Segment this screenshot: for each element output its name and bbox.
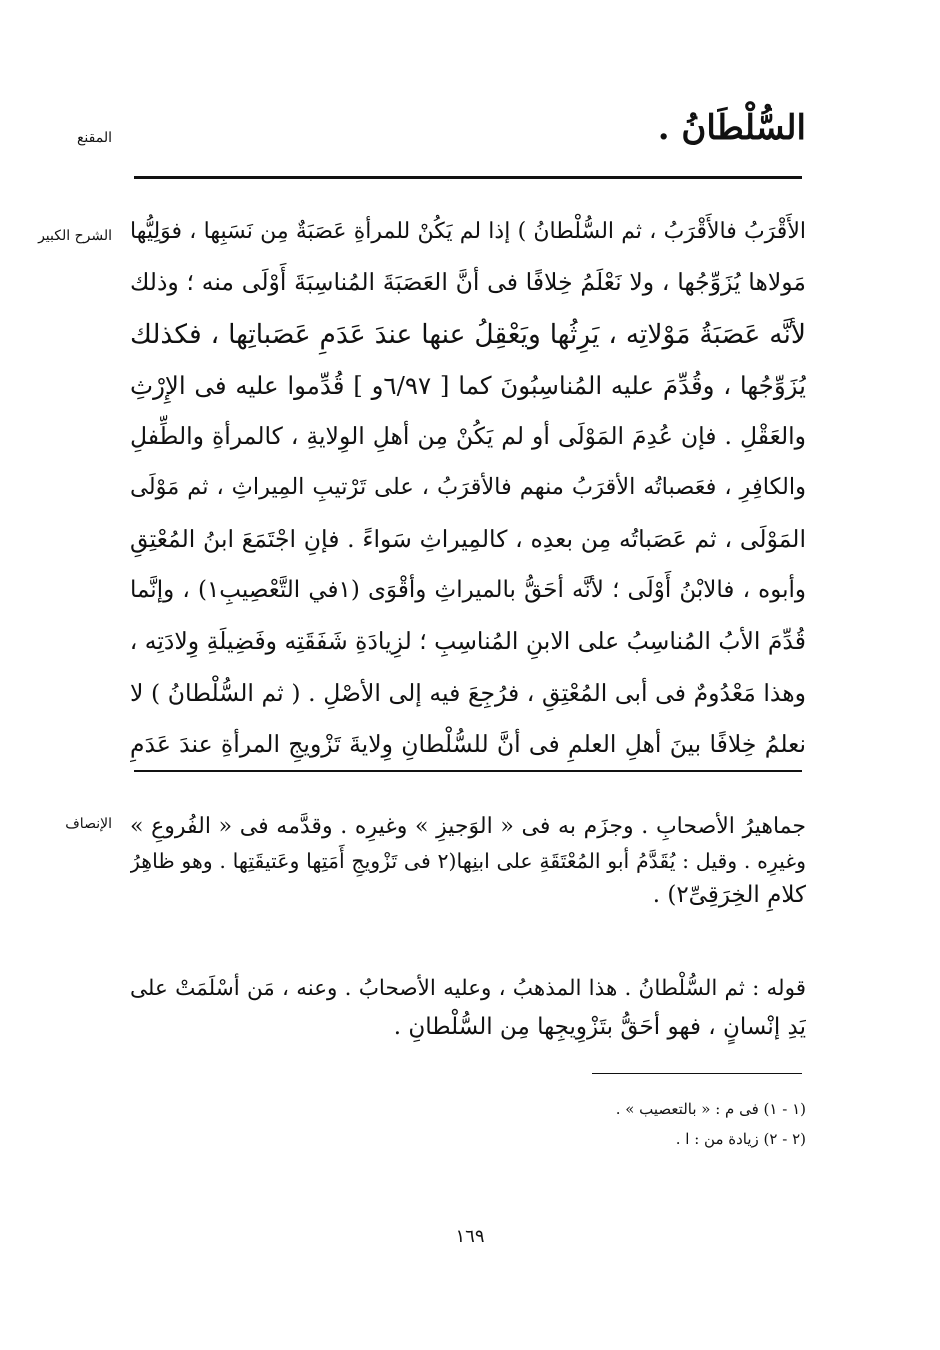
header-divider: [134, 176, 802, 179]
footnote: (٢ - ٢) زيادة من : ا .: [675, 1130, 806, 1148]
footnotes: [406, 1094, 806, 1154]
sharh-line: الأَقْرَبُ فالأَقْرَبُ ، ثم السُّلْطانُ ) إذا لم يَكُنْ للمرأةِ عَصَبَةٌ مِن نَسَبِها ، فوَلِيُّها: [130, 219, 806, 244]
insaf-line: جماهيرُ الأصحابِ . وجزَم به فى « الوَجيزِ » وغيرِه . وقدَّمه فى « الفُروعِ »: [130, 814, 806, 839]
footnote-divider: [592, 1073, 802, 1074]
sharh-line: مَولاها يُزَوِّجُها ، ولا نَعْلَمُ خِلافًا فى أنَّ العَصَبَةَ المُناسِبَةَ أَوْلَى منه ؛ وذلك: [130, 268, 806, 297]
page-number: ١٦٩: [455, 1226, 485, 1247]
footnote: (١ - ١) فى م : « بالتعصيب » .: [615, 1100, 806, 1118]
insaf-line: قوله : ثم السُّلْطانُ . هذا المذهبُ ، وعليه الأصحابُ . وعنه ، مَن أسْلَمَتْ على: [130, 976, 806, 1001]
muqni-label: المقنع: [76, 130, 112, 146]
sharh-line: والكافِرِ ، فعَصباتُه الأقرَبُ منهم فالأقرَبُ ، على تَرْتيبِ المِيراثِ ، ثم مَوْلَى: [130, 474, 806, 501]
sharh-line: وأبوه ، فالابْنُ أَوْلَى ؛ لأنَّه أحَقُّ بالميراثِ وأقْوَى (١في التَّعْصِيبِ١) ، وإنَّما: [130, 577, 806, 604]
sharh-line: يُزَوِّجُها ، وقُدِّمَ عليه المُناسِبُونَ كما [ ٦/٩٧و ] قُدِّموا عليه فى الإِرْثِ: [130, 370, 806, 400]
page-title: السُّلْطَانُ .: [657, 108, 806, 148]
sharh-line: نعلمُ خِلافًا بينَ أهلِ العلمِ فى أنَّ للسُّلْطانِ وِلايةَ تَزْويجِ المرأةِ عندَ عَدَمِ: [130, 729, 806, 758]
sharh-line: قُدِّمَ الأبُ المُناسِبُ على الابنِ المُناسِبِ ؛ لزِيادَةِ شَفَقَتِه وفَضِيلَةِ وِلادَتِه ،: [130, 627, 806, 656]
insaf-paragraph-2: [130, 970, 806, 1046]
sharh-line: وهذا مَعْدُومٌ فى أبى المُعْتِقِ ، فرُجِعَ فيه إلى الأصْلِ . ( ثم السُّلْطانُ ) لا: [130, 678, 806, 707]
insaf-text-block: [130, 810, 806, 912]
sharh-text-block: [130, 206, 806, 770]
sharh-label: الشرح الكبير: [38, 228, 112, 244]
sharh-line: لأنَّه عَصَبَةُ مَوْلاتِه ، يَرِثُها ويَعْقِلُ عنها عندَ عَدَمِ عَصَباتِها ، فكذلك: [130, 318, 806, 350]
insaf-label: الإنصاف: [65, 816, 112, 832]
section-divider: [134, 770, 802, 772]
sharh-line: المَوْلَى ، ثم عَصَباتُه مِن بعدِه ، كالمِيراثِ سَواءً . فإنِ اجْتَمَعَ ابنُ المُعْتِقِ: [130, 524, 806, 553]
sharh-line: والعَقْلِ . فإن عُدِمَ المَوْلَى أو لم يَكُنْ مِن أهلِ الوِلايةِ ، كالمرأةِ والطِّفلِ: [130, 422, 806, 451]
insaf-line: يَدِ إنْسانٍ ، فهو أحَقُّ بتَزْوِيجِها مِن السُّلْطانِ .: [393, 1014, 806, 1040]
insaf-line: كلامِ الخِرَقِىِّ٢) .: [652, 882, 806, 908]
insaf-line: وغيرِه . وقيل : يُقَدَّمُ أبو المُعْتَقَةِ على ابنِها(٢ فى تَزْويجِ أَمَتِها وعَتيقَتِها . وهو ظاهِرُ: [130, 849, 806, 873]
